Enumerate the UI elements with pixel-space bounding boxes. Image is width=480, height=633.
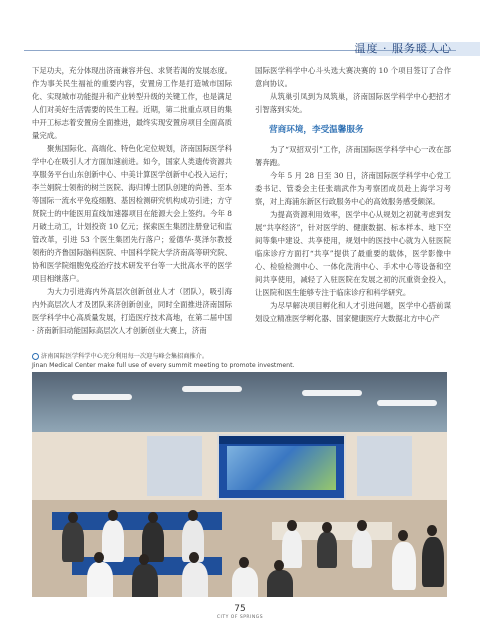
attendee-head bbox=[139, 554, 149, 565]
attendee-head bbox=[287, 520, 297, 531]
attendee-head bbox=[108, 510, 118, 521]
ceiling-light bbox=[377, 400, 437, 406]
screen-image bbox=[227, 446, 336, 490]
ceiling-light bbox=[72, 394, 132, 400]
caption-en: Jinan Medical Center make full use of every summit meeting to promote investment. bbox=[32, 362, 295, 369]
left-paragraph-1: 下足功夫，充分体现出济南兼容并包、求贤若渴的发展态度。作为事关民生福祉的重要内容，安置房工作是打造城市国际化、实现城市功能提升和产业转型升级的关键工作，也是满足人们对美好生活需要的民生工程。近期，第二批重点项目的集中开工标志着安置房全面推进，最终实现安置房项目全面高质量完成。 bbox=[32, 66, 232, 140]
attendee-head bbox=[239, 557, 249, 568]
section-subheading: 营商环境，李受温馨服务 bbox=[269, 125, 364, 135]
right-paragraph-6: 为尽早解决项目孵化和人才引进问题，医学中心搭前谋划设立精准医学孵化器、国家健康医疗大数据北方中心产 bbox=[255, 301, 451, 323]
page-number: 75 bbox=[234, 604, 246, 614]
attendee-head bbox=[189, 552, 199, 563]
attendee-head bbox=[322, 522, 332, 533]
attendee-head bbox=[398, 530, 408, 541]
attendee-head bbox=[274, 560, 284, 571]
attendee bbox=[282, 530, 302, 568]
ceiling-light bbox=[182, 386, 242, 392]
attendee-head bbox=[68, 512, 78, 523]
right-paragraph-3: 为了“双招双引”工作，济南国际医学科学中心一改在部署奔跑。 bbox=[255, 145, 451, 167]
left-paragraph-3: 为大力引进海内外高层次创新创业人才（团队），吸引海内外高层次人才及团队来济创新创业，同时全面推进济南国际医学科学中心高质量发展，打造医疗技术高地，在第二届中国 · 济南新旧动能国际高层次人才创新创业大赛上，济南 bbox=[32, 287, 232, 335]
section-title: 温度 · 服务暖人心 bbox=[354, 42, 452, 55]
attendee bbox=[392, 542, 416, 590]
right-paragraph-1: 国际医学科学中心斗头选大赛决赛的 10 个项目签订了合作意向协议。 bbox=[255, 66, 451, 88]
attendee-head bbox=[188, 510, 198, 521]
right-paragraph-2: 从筑巢引凤到为凤筑巢，济南国际医学科学中心把招才引智落到实处。 bbox=[255, 92, 451, 114]
right-paragraph-5: 为提高资源利用效率，医学中心从规划之初就考虑到发展“共享经济”，针对医学的、健康数据、标本样本、地下空间等集中建设、共享使用，规划中的医技中心就为入驻医院临床诊疗方面打“共享”提供了最重要的载体，医学影像中心、检验检测中心、一体化洗消中心、手术中心等设备和空间共享使用，减轻了入驻医院在发展之初的沉重资金投入，让医院和医生能够专注于临床诊疗和科学研究。 bbox=[255, 210, 451, 297]
attendee-head bbox=[148, 512, 158, 523]
caption-bullet-icon bbox=[32, 353, 39, 360]
conference-photo bbox=[32, 372, 447, 597]
attendee bbox=[232, 567, 258, 597]
attendee bbox=[352, 530, 372, 568]
attendee bbox=[102, 520, 124, 562]
attendee bbox=[132, 564, 158, 597]
screen-banner bbox=[219, 436, 344, 444]
stage-screen bbox=[217, 434, 346, 500]
attendee bbox=[267, 570, 293, 597]
right-paragraph-4: 今年 5 月 28 日至 30 日，济南国际医学科学中心党工委书记、管委会主任张端武作为考察团成员赴上海学习考察，对上海浦东新区行政服务中心的高效服务感受颇深。 bbox=[255, 171, 451, 206]
attendee-head bbox=[94, 552, 104, 563]
left-paragraph-2: 聚焦国际化、高端化、特色化定位规划，济南国际医学科学中心在吸引人才方面加速前进。如今，国家人类遗传资源共享服务平台山东创新中心、中美计算医学创新中心投入运行；李兰娟院士领衔的树兰医院、海归博士团队创建的尚善、至本等国际一流水平免疫细胞、基因检测研究机构成功引进；方守贤院士的中能医用直线加速器项目在能源大会上签约。今年 8 月破土动工，计划投资 10 亿元；探索医生集团注册登记和监管改革，引进 53 个医生集团先行落户；爱德华·莫泽尔教授领衔的齐鲁国际脑科医院、中国科学院大学济南高等研究院、协和医学院细胞免疫治疗技术研发平台等一大批高水平的医学项目相继落户。 bbox=[32, 144, 232, 283]
ceiling-light bbox=[302, 390, 362, 396]
attendee bbox=[317, 532, 337, 568]
photo-caption bbox=[32, 352, 295, 370]
attendee-head bbox=[427, 525, 437, 536]
stage-side-panel bbox=[357, 436, 412, 496]
stage-side-panel bbox=[147, 436, 202, 496]
attendee bbox=[62, 522, 84, 562]
right-column bbox=[255, 64, 451, 325]
attendee bbox=[182, 562, 208, 597]
left-column bbox=[32, 64, 232, 337]
caption-cn: 济南国际医学科学中心充分利用每一次迎与峰会集招商推介。 bbox=[41, 353, 209, 360]
attendee bbox=[422, 537, 444, 587]
attendee bbox=[87, 562, 113, 597]
publication-name: CITY OF SPRINGS bbox=[216, 615, 264, 620]
attendee-head bbox=[357, 520, 367, 531]
